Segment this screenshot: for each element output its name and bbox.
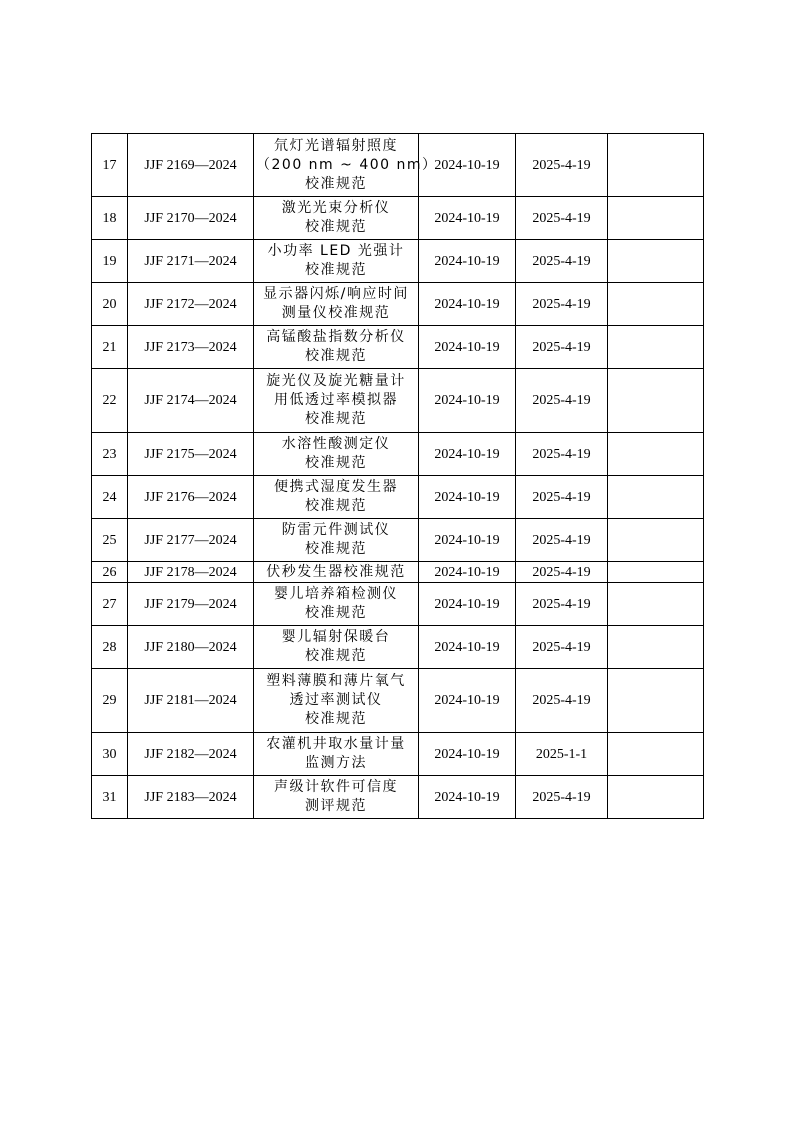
row-index: 22 xyxy=(92,369,128,433)
note-cell xyxy=(608,476,704,519)
row-index: 25 xyxy=(92,519,128,562)
implement-date: 2025-4-19 xyxy=(516,626,608,669)
note-cell xyxy=(608,240,704,283)
implement-date: 2025-4-19 xyxy=(516,476,608,519)
standard-name xyxy=(254,433,419,476)
implement-date: 2025-4-19 xyxy=(516,369,608,433)
row-index: 17 xyxy=(92,134,128,197)
table-row xyxy=(92,240,704,283)
standard-code: JJF 2178—2024 xyxy=(128,562,254,583)
note-cell xyxy=(608,283,704,326)
standard-name-line: 水溶性酸测定仪 xyxy=(281,436,391,452)
publish-date: 2024-10-19 xyxy=(419,562,516,583)
standard-name-line: 校准规范 xyxy=(305,711,367,727)
table-row xyxy=(92,433,704,476)
standard-name xyxy=(254,134,438,197)
row-index: 23 xyxy=(92,433,128,476)
implement-date: 2025-4-19 xyxy=(516,433,608,476)
standard-name-line: 校准规范 xyxy=(305,605,367,621)
standard-code: JJF 2171—2024 xyxy=(128,240,254,283)
standard-code: JJF 2174—2024 xyxy=(128,369,254,433)
row-index: 24 xyxy=(92,476,128,519)
publish-date: 2024-10-19 xyxy=(419,583,516,626)
row-index: 18 xyxy=(92,197,128,240)
standard-name xyxy=(254,326,419,369)
standard-name-line: 农灌机井取水量计量 xyxy=(266,736,406,752)
publish-date: 2024-10-19 xyxy=(419,197,516,240)
publish-date: 2024-10-19 xyxy=(419,626,516,669)
note-cell xyxy=(608,197,704,240)
standard-name xyxy=(254,733,419,776)
publish-date: 2024-10-19 xyxy=(419,326,516,369)
implement-date: 2025-4-19 xyxy=(516,283,608,326)
standard-name xyxy=(254,626,419,669)
note-cell xyxy=(608,669,704,733)
standard-code: JJF 2182—2024 xyxy=(128,733,254,776)
standard-name-line: 婴儿辐射保暖台 xyxy=(281,629,391,645)
implement-date: 2025-4-19 xyxy=(516,134,608,197)
standard-name-line: 校准规范 xyxy=(305,455,367,471)
standard-code: JJF 2179—2024 xyxy=(128,583,254,626)
note-cell xyxy=(608,519,704,562)
standard-name-line: 伏秒发生器校准规范 xyxy=(266,563,406,580)
standards-table xyxy=(91,133,704,819)
note-cell xyxy=(608,776,704,819)
publish-date: 2024-10-19 xyxy=(419,283,516,326)
table-row xyxy=(92,283,704,326)
standard-name-line: （200 nm ~ 400 nm） xyxy=(256,156,438,173)
note-cell xyxy=(608,562,704,583)
standard-name xyxy=(254,583,419,626)
note-cell xyxy=(608,733,704,776)
table-row xyxy=(92,669,704,733)
standard-name xyxy=(254,240,419,283)
standard-name-line: 校准规范 xyxy=(305,411,367,427)
table-row xyxy=(92,583,704,626)
implement-date: 2025-4-19 xyxy=(516,519,608,562)
standard-name xyxy=(254,283,419,326)
standard-name-line: 透过率测试仪 xyxy=(289,692,383,708)
standard-code: JJF 2176—2024 xyxy=(128,476,254,519)
standard-name xyxy=(254,197,419,240)
table-row xyxy=(92,519,704,562)
standard-name-line: 便携式湿度发生器 xyxy=(274,479,398,495)
standard-name-line: 用低透过率模拟器 xyxy=(274,392,398,408)
table-row xyxy=(92,733,704,776)
table-row xyxy=(92,776,704,819)
standard-name-line: 旋光仪及旋光糖量计 xyxy=(266,373,406,389)
standard-name-line: 防雷元件测试仪 xyxy=(281,522,391,538)
publish-date: 2024-10-19 xyxy=(419,369,516,433)
implement-date: 2025-4-19 xyxy=(516,669,608,733)
publish-date: 2024-10-19 xyxy=(419,134,516,197)
standard-name-line: 小功率 LED 光强计 xyxy=(267,243,405,259)
publish-date: 2024-10-19 xyxy=(419,776,516,819)
implement-date: 2025-1-1 xyxy=(516,733,608,776)
standard-name-line: 测量仪校准规范 xyxy=(281,305,391,321)
row-index: 30 xyxy=(92,733,128,776)
standard-name-line: 校准规范 xyxy=(305,541,367,557)
note-cell xyxy=(608,369,704,433)
row-index: 21 xyxy=(92,326,128,369)
standard-name-line: 塑料薄膜和薄片氧气 xyxy=(266,673,406,689)
standard-name-line: 校准规范 xyxy=(305,262,367,278)
table-row xyxy=(92,326,704,369)
standard-code: JJF 2169—2024 xyxy=(128,134,254,197)
standard-code: JJF 2180—2024 xyxy=(128,626,254,669)
standards-table-body xyxy=(92,134,704,819)
standard-code: JJF 2181—2024 xyxy=(128,669,254,733)
table-row xyxy=(92,626,704,669)
standard-code: JJF 2177—2024 xyxy=(128,519,254,562)
row-index: 27 xyxy=(92,583,128,626)
table-row xyxy=(92,197,704,240)
note-cell xyxy=(608,134,704,197)
standard-name xyxy=(254,562,419,583)
standard-name-line: 婴儿培养箱检测仪 xyxy=(274,586,398,602)
standard-name-line: 监测方法 xyxy=(305,755,367,771)
standard-code: JJF 2172—2024 xyxy=(128,283,254,326)
publish-date: 2024-10-19 xyxy=(419,669,516,733)
table-row xyxy=(92,134,704,197)
implement-date: 2025-4-19 xyxy=(516,776,608,819)
standard-name-line: 校准规范 xyxy=(305,648,367,664)
standard-name-line: 校准规范 xyxy=(305,498,367,514)
standard-name xyxy=(254,669,419,733)
row-index: 26 xyxy=(92,562,128,583)
standard-name-line: 校准规范 xyxy=(305,348,367,364)
standard-name-line: 显示器闪烁/响应时间 xyxy=(263,286,409,302)
standard-name-line: 校准规范 xyxy=(305,175,367,192)
implement-date: 2025-4-19 xyxy=(516,583,608,626)
publish-date: 2024-10-19 xyxy=(419,240,516,283)
note-cell xyxy=(608,583,704,626)
standard-name-line: 声级计软件可信度 xyxy=(274,779,398,795)
standard-name-line: 高锰酸盐指数分析仪 xyxy=(266,329,406,345)
standard-name xyxy=(254,519,419,562)
standard-name xyxy=(254,369,419,433)
standard-name-line: 氘灯光谱辐射照度 xyxy=(274,137,398,154)
table-row xyxy=(92,369,704,433)
standard-code: JJF 2183—2024 xyxy=(128,776,254,819)
standard-name-line: 激光光束分析仪 xyxy=(281,200,391,216)
standard-code: JJF 2173—2024 xyxy=(128,326,254,369)
standard-name-line: 测评规范 xyxy=(305,798,367,814)
publish-date: 2024-10-19 xyxy=(419,519,516,562)
implement-date: 2025-4-19 xyxy=(516,197,608,240)
row-index: 28 xyxy=(92,626,128,669)
implement-date: 2025-4-19 xyxy=(516,240,608,283)
row-index: 20 xyxy=(92,283,128,326)
note-cell xyxy=(608,626,704,669)
standard-code: JJF 2170—2024 xyxy=(128,197,254,240)
note-cell xyxy=(608,433,704,476)
table-row xyxy=(92,562,704,583)
publish-date: 2024-10-19 xyxy=(419,433,516,476)
standard-code: JJF 2175—2024 xyxy=(128,433,254,476)
standard-name-line: 校准规范 xyxy=(305,219,367,235)
standard-name xyxy=(254,776,419,819)
row-index: 29 xyxy=(92,669,128,733)
standard-name xyxy=(254,476,419,519)
row-index: 19 xyxy=(92,240,128,283)
implement-date: 2025-4-19 xyxy=(516,326,608,369)
publish-date: 2024-10-19 xyxy=(419,476,516,519)
note-cell xyxy=(608,326,704,369)
publish-date: 2024-10-19 xyxy=(419,733,516,776)
implement-date: 2025-4-19 xyxy=(516,562,608,583)
table-row xyxy=(92,476,704,519)
row-index: 31 xyxy=(92,776,128,819)
